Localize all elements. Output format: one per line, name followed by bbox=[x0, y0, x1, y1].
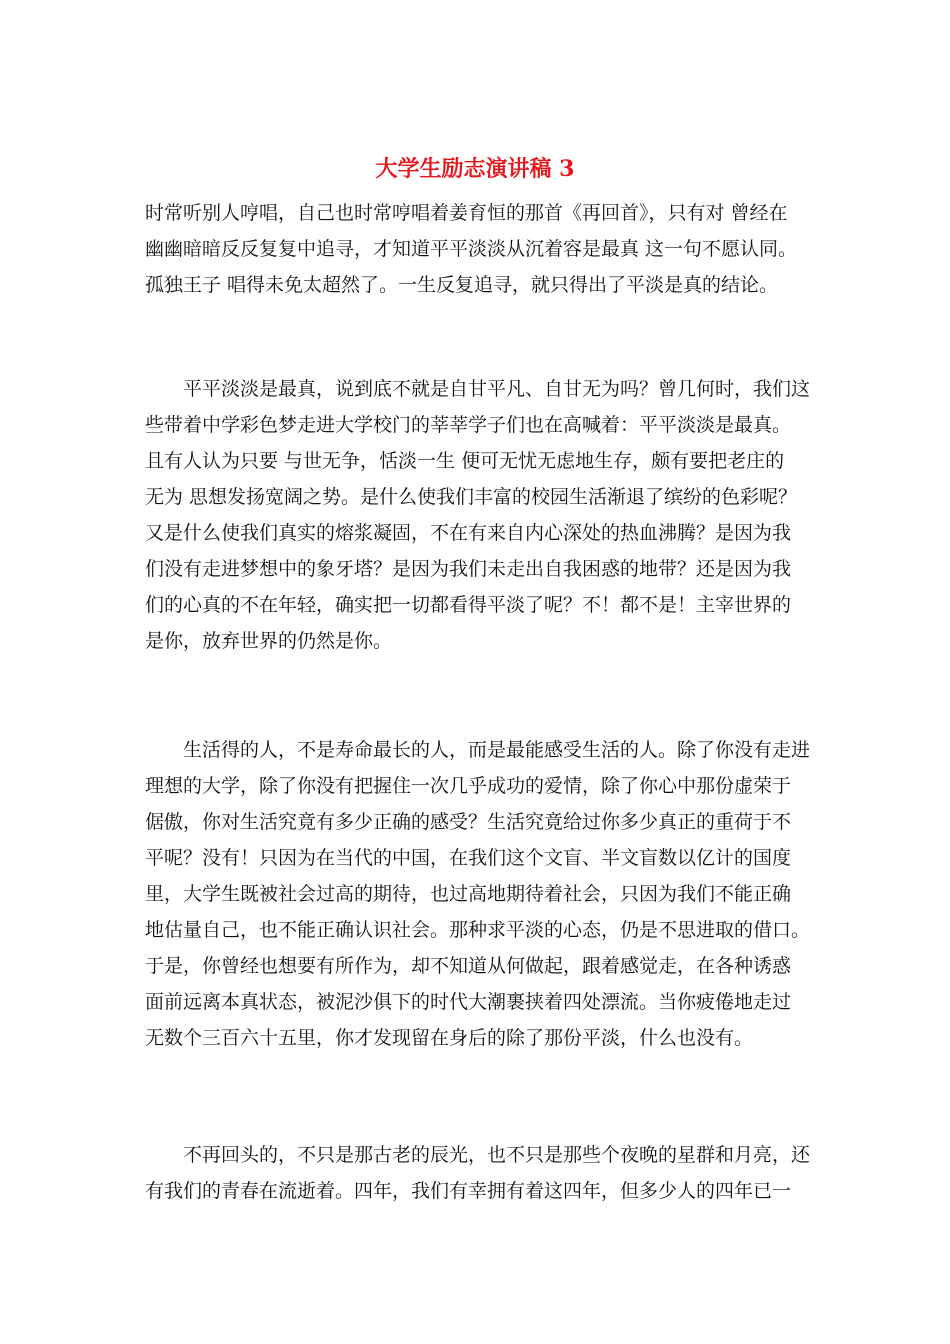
text-line: 里，大学生既被社会过高的期待，也过高地期待着社会，只因为我们不能正确 bbox=[145, 883, 792, 905]
text-line: 幽幽暗暗反反复复中追寻，才知道平平淡淡从沉着容是最真 这一句不愿认同。 bbox=[145, 238, 798, 260]
text-line: 无数个三百六十五里，你才发现留在身后的除了那份平淡，什么也没有。 bbox=[145, 1027, 754, 1049]
text-line: 又是什么使我们真实的熔浆凝固，不在有来自内心深处的热血沸腾？是因为我 bbox=[145, 522, 792, 544]
text-line: 是你，放弃世界的仍然是你。 bbox=[145, 630, 393, 652]
text-line: 平呢？没有！只因为在当代的中国，在我们这个文盲、半文盲数以亿计的国度 bbox=[145, 847, 792, 869]
text-line: 面前远离本真状态，被泥沙俱下的时代大潮裹挟着四处漂流。当你疲倦地走过 bbox=[145, 991, 792, 1013]
paragraph-3 bbox=[145, 732, 810, 1056]
text-line: 生活得的人，不是寿命最长的人，而是最能感受生活的人。除了你没有走进 bbox=[145, 739, 811, 761]
text-line: 且有人认为只要 与世无争，恬淡一生 便可无忧无虑地生存，颇有要把老庄的 bbox=[145, 450, 785, 472]
text-line: 时常听别人哼唱，自己也时常哼唱着姜育恒的那首《再回首》，只有对 曾经在 bbox=[145, 202, 788, 224]
text-line: 们没有走进梦想中的象牙塔？是因为我们未走出自我困惑的地带？还是因为我 bbox=[145, 558, 792, 580]
paragraph-2 bbox=[145, 371, 810, 659]
paragraph-4 bbox=[145, 1137, 810, 1209]
text-line: 有我们的青春在流逝着。四年，我们有幸拥有着这四年，但多少人的四年已一 bbox=[145, 1180, 792, 1202]
text-line: 们的心真的不在年轻，确实把一切都看得平淡了呢？不！都不是！主宰世界的 bbox=[145, 594, 792, 616]
text-line: 不再回头的，不只是那古老的辰光，也不只是那些个夜晚的星群和月亮，还 bbox=[145, 1144, 811, 1166]
text-line: 无为 思想发扬宽阔之势。是什么使我们丰富的校园生活渐退了缤纷的色彩呢？ bbox=[145, 486, 798, 508]
text-line: 些带着中学彩色梦走进大学校门的莘莘学子们也在高喊着：平平淡淡是最真。 bbox=[145, 414, 792, 436]
text-line: 理想的大学，除了你没有把握住一次几乎成功的爱情，除了你心中那份虚荣于 bbox=[145, 775, 792, 797]
text-line: 倨傲，你对生活究竟有多少正确的感受？生活究竟给过你多少真正的重荷于不 bbox=[145, 811, 792, 833]
document-title: 大学生励志演讲稿 3 bbox=[375, 156, 575, 182]
text-line: 平平淡淡是最真，说到底不就是自甘平凡、自甘无为吗？曾几何时，我们这 bbox=[145, 378, 811, 400]
paragraph-1 bbox=[145, 195, 810, 303]
text-line: 孤独王子 唱得未免太超然了。一生反复追寻，就只得出了平淡是真的结论。 bbox=[145, 274, 779, 296]
text-line: 地估量自己，也不能正确认识社会。那种求平淡的心态，仍是不思进取的借口。 bbox=[145, 919, 811, 941]
text-line: 于是，你曾经也想要有所作为，却不知道从何做起，跟着感觉走，在各种诱惑 bbox=[145, 955, 792, 977]
